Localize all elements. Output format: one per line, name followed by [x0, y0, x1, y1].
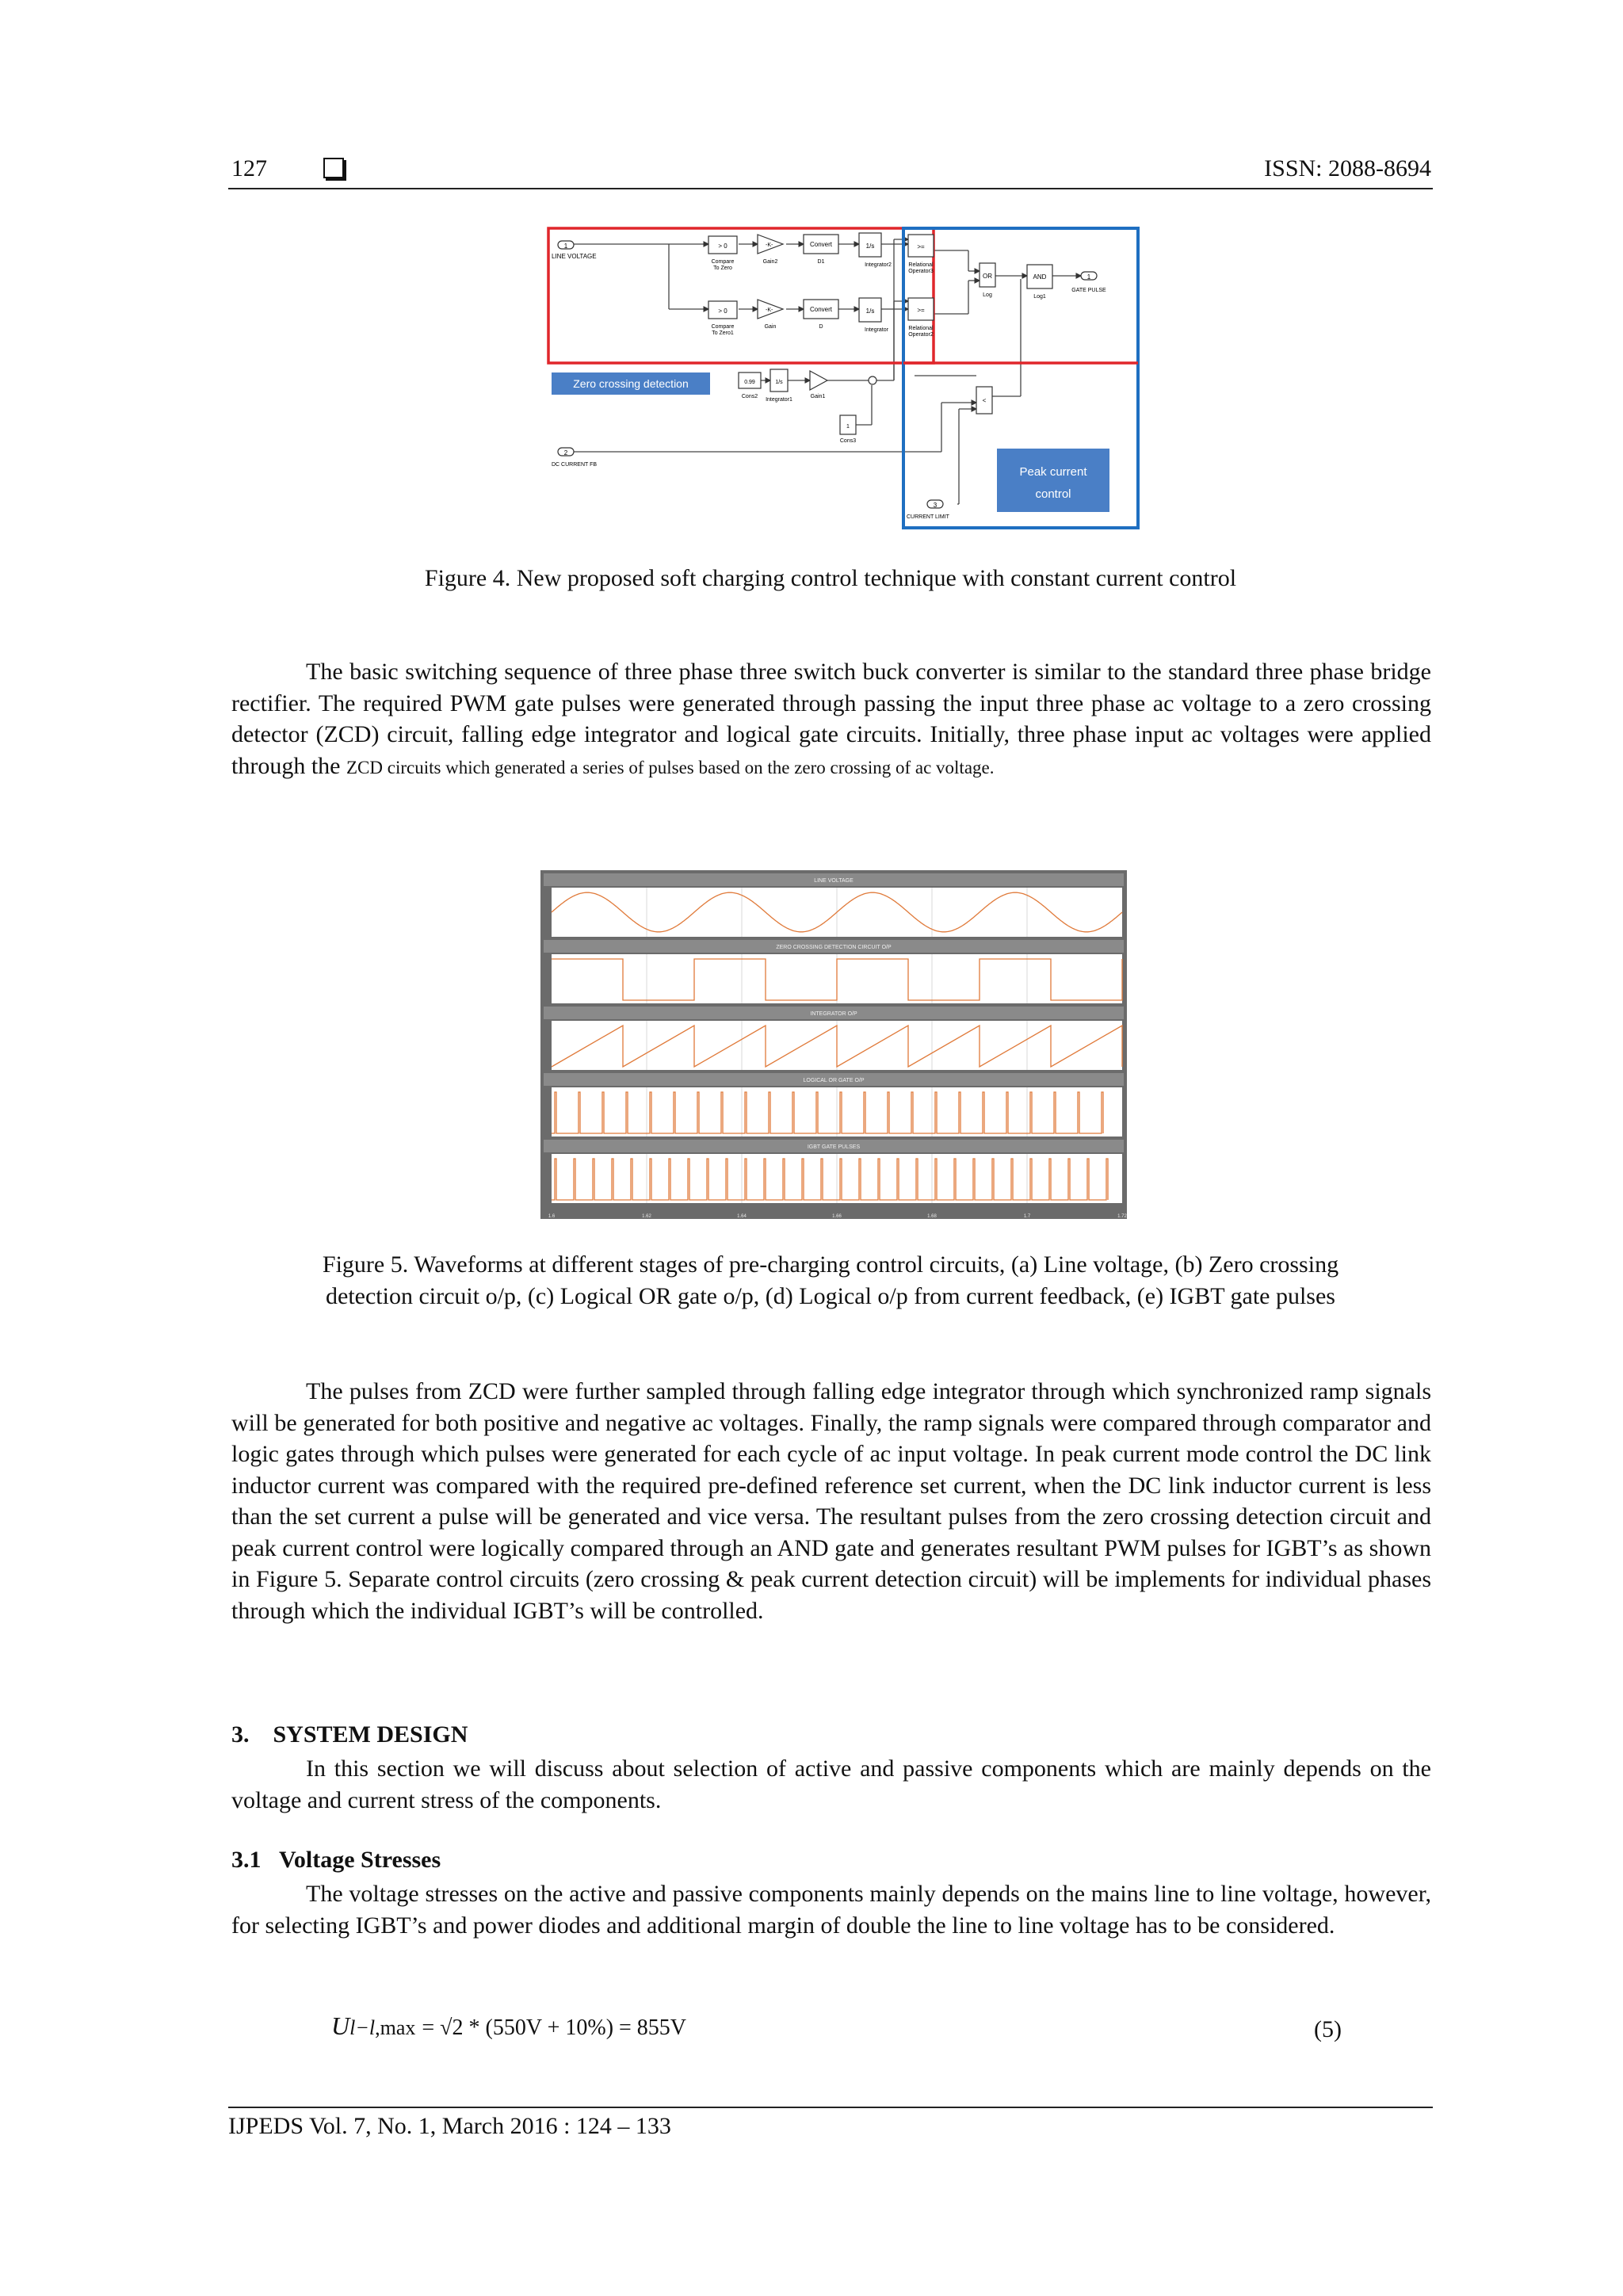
svg-text:Log1: Log1 [1033, 294, 1046, 300]
panel-title: LOGICAL OR GATE O/P [803, 1078, 865, 1083]
panel-title: IGBT GATE PULSES [807, 1144, 861, 1150]
svg-text:Gain1: Gain1 [810, 394, 826, 399]
svg-text:>=: >= [917, 243, 925, 250]
svg-text:3: 3 [933, 502, 938, 509]
header-rule [228, 188, 1433, 189]
svg-text:Convert: Convert [809, 241, 833, 248]
svg-text:Compare: Compare [711, 324, 735, 330]
equation-5: Ul−l,max = √2 * (550V + 10%) = 855V [331, 2011, 687, 2040]
peak-current-label-1: Peak current [1019, 465, 1087, 479]
svg-text:-K-: -K- [766, 243, 773, 248]
zcd-label: Zero crossing detection [573, 377, 689, 390]
paragraph-1 [231, 656, 1431, 783]
section-3-text: In this section we will discuss about selection of active and passive components which are mainly depends on the voltage and current stress of the components. [231, 1755, 1431, 1813]
x-tick-label: 1.72 [1117, 1214, 1127, 1219]
page-number: 127 [231, 155, 267, 181]
svg-text:Integrator: Integrator [865, 327, 888, 333]
svg-text:>=: >= [917, 307, 925, 314]
svg-text:0.99: 0.99 [744, 380, 755, 385]
x-tick-label: 1.64 [737, 1214, 747, 1219]
panel-title: LINE VOLTAGE [814, 878, 854, 884]
x-tick-label: 1.62 [642, 1214, 651, 1219]
x-tick-label: 1.6 [548, 1214, 556, 1219]
svg-text:Gain2: Gain2 [762, 259, 778, 265]
svg-text:1/s: 1/s [865, 243, 875, 250]
paragraph-1-main: The basic switching sequence of three phase three switch buck converter is similar to the standard three phase bridge rectifier. The required PWM gate pulses were generated through passing the input three phase ac voltage to a zero crossing detector (ZCD) circuit, falling edge integrator and logical gate circuits. Initially, three phase input ac voltages were applied through the [231, 659, 1431, 779]
svg-text:To Zero1: To Zero1 [712, 330, 734, 336]
svg-text:2: 2 [563, 449, 568, 457]
peak-current-label-2: control [1035, 487, 1071, 501]
line-voltage-label: LINE VOLTAGE [552, 253, 597, 260]
svg-text:1/s: 1/s [865, 308, 875, 315]
square-bullet-icon [323, 158, 344, 178]
svg-text:-K-: -K- [766, 308, 773, 313]
svg-text:Gain: Gain [764, 324, 777, 330]
x-tick-label: 1.68 [927, 1214, 937, 1219]
svg-text:> 0: > 0 [718, 308, 727, 315]
svg-text:Relational: Relational [908, 262, 934, 268]
svg-text:1: 1 [1086, 273, 1091, 281]
svg-text:GATE PULSE: GATE PULSE [1071, 288, 1106, 293]
svg-text:1/s: 1/s [775, 380, 783, 385]
svg-text:Convert: Convert [809, 306, 833, 313]
section-3-heading: 3. SYSTEM DESIGN [231, 1721, 468, 1748]
figure4-caption: Figure 4. New proposed soft charging control technique with constant current control [424, 565, 1237, 591]
svg-text:OR: OR [983, 273, 992, 280]
svg-text:Integrator2: Integrator2 [865, 262, 892, 268]
svg-text:Relational: Relational [908, 326, 934, 331]
svg-text:> 0: > 0 [718, 243, 727, 250]
panel-title: INTEGRATOR O/P [810, 1011, 857, 1017]
svg-text:To Zero: To Zero [713, 266, 732, 271]
svg-text:Cons2: Cons2 [741, 394, 758, 399]
svg-text:Log: Log [983, 292, 992, 298]
svg-text:D: D [819, 324, 823, 330]
svg-text:Compare: Compare [711, 259, 735, 265]
x-tick-label: 1.66 [832, 1214, 842, 1219]
x-tick-label: 1.7 [1023, 1214, 1031, 1219]
dc-current-fb-label: DC CURRENT FB [552, 462, 598, 468]
footer-rule [228, 2107, 1433, 2108]
svg-text:Cons3: Cons3 [839, 438, 857, 444]
figure5-waveforms [540, 870, 1127, 1219]
svg-text:<: < [982, 397, 987, 404]
svg-text:1: 1 [846, 424, 850, 430]
equation-number: (5) [1314, 2016, 1342, 2042]
svg-text:Operator3: Operator3 [908, 269, 934, 274]
figure5-caption-line2: detection circuit o/p, (c) Logical OR gate o/p, (d) Logical o/p from current feedback, (e) IGBT gate pulses [326, 1283, 1335, 1309]
section-3-1-heading: 3.1 Voltage Stresses [231, 1847, 441, 1873]
svg-text:D1: D1 [817, 259, 825, 265]
inport-1: 1 [563, 243, 568, 250]
paragraph-2: The pulses from ZCD were further sampled through falling edge integrator through which synchronized ramp signals will be generated for both positive and negative ac voltages. Finally, the ramp signals were compared through comparator and logic gates through which pulses were generated for each cycle of ac input voltage. In peak current mode control the DC link inductor current was compared with the required pre-defined reference set current, when the DC link inductor current is less than the set current a pulse will be generated and vice versa. The resultant pulses from the zero crossing detection circuit and peak current control were logically compared through an AND gate and generates resultant PWM pulses for IGBT’s as shown in Figure 5. Separate control circuits (zero crossing & peak current detection circuit) will be implements for individual phases through which the individual IGBT’s will be controlled. [231, 1378, 1431, 1624]
figure5-caption-line1: Figure 5. Waveforms at different stages of pre-charging control circuits, (a) Line voltage, (b) Zero crossing [322, 1251, 1339, 1278]
svg-text:AND: AND [1033, 273, 1047, 281]
panel-title: ZERO CROSSING DETECTION CIRCUIT O/P [776, 945, 892, 950]
svg-text:Operator2: Operator2 [908, 332, 934, 338]
figure4-diagram [545, 225, 1141, 531]
current-limit-label: CURRENT LIMIT [907, 514, 949, 520]
issn: ISSN: 2088-8694 [1264, 155, 1431, 181]
footer: IJPEDS Vol. 7, No. 1, March 2016 : 124 – 133 [228, 2113, 671, 2139]
section-3-1-text: The voltage stresses on the active and passive components mainly depends on the mains line to line voltage, however, for selecting IGBT’s and power diodes and additional margin of double the line to line voltage has to be considered. [231, 1881, 1431, 1939]
svg-text:Integrator1: Integrator1 [766, 397, 792, 403]
paragraph-1-small: ZCD circuits which generated a series of pulses based on the zero crossing of ac voltage. [346, 757, 995, 777]
